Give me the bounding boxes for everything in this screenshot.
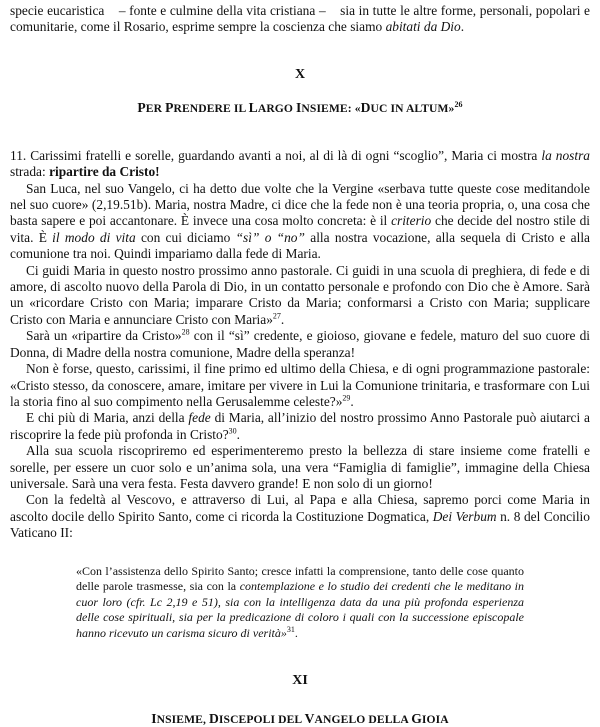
- intro-text-1: specie eucaristica: [10, 3, 105, 18]
- section-title-xi: INSIEME, DISCEPOLI DEL VANGELO DELLA GIOIA: [151, 711, 449, 727]
- footnote-ref-28: 28: [181, 327, 190, 337]
- intro-paragraph: specie eucaristica – fonte e culmine della vita cristiana – sia in tutte le altre forme, personali, popolari e comunitarie, come il Rosario, esprime sempre la coscienza che siamo abitati da Dio.: [10, 3, 590, 35]
- footnote-ref-31: 31: [286, 624, 295, 634]
- chapter-number-x: X: [294, 66, 306, 82]
- paragraph-11: 11. Carissimi fratelli e sorelle, guardando avanti a noi, al di là di ogni “scoglio”, Maria ci mostra la nostra strada: ripartire da Cristo!: [10, 147, 590, 180]
- paragraph-guidi: Ci guidi Maria in questo nostro prossimo anno pastorale. Ci guidi in una scuola di preghiera, di fede e di amore, di ascolto nuovo della Parola di Dio, in un contatto personale e profondo con Dio che è Amore. Sarà un «ricordare Cristo con Maria; imparare Cristo da Maria; conformarsi a Cristo con Maria; supplicare Cristo con Maria e annunciare Cristo con Maria»$^{27}$.: [10, 262, 590, 327]
- paragraph-ripartire: Sarà un «ripartire da Cristo»$^{28}$ con il “sì” credente, e gioioso, giovane e fedele, maturo del suo cuore di Donna, di Madre della nostra comunione, Madre della speranza!: [10, 327, 590, 360]
- footnote-ref-30: 30: [228, 426, 237, 436]
- paragraph-fede: E chi più di Maria, anzi della fede di Maria, all’inizio del nostro prossimo Anno Pastorale può aiutarci a riscoprire la fede più profonda in Cristo?$^{30}$.: [10, 410, 590, 442]
- intro-text-3: sia in tutte le altre forme, personali, popolari e comunitarie, come il Rosario, esprime sempre la coscienza che siamo: [10, 3, 590, 35]
- bold-phrase: ripartire da Cristo!: [49, 164, 160, 180]
- paragraph-luca: San Luca, nel suo Vangelo, ci ha detto due volte che la Vergine «serbava tutte queste cose meditandole nel suo cuore» (2,19.51b). Maria, nostra Madre, ci dice che la fede non è una teoria propria, o, una cosa che basta sapere e poi accantonare. È invece una cosa molto concreta: è il criterio che decide del nostro stile di vita. È il modo di vita con cui diciamo “sì” o “no” alla nostra vocazione, alla sequela di Cristo e alla comunione tra noi. Quindi impariamo dalla fede di Maria.: [10, 180, 590, 262]
- chapter-number-xi: XI: [292, 673, 308, 689]
- paragraph-scuola: Alla sua scuola riscopriremo ed esperimenteremo presto la bellezza di stare insieme come fratelli e sorelle, per essere un cuor solo e un’anima sola, una vera “Famiglia di famiglie”, immagine della Chiesa universale. Sarà una vera festa. Festa davvero grande! E non solo di un giorno!: [10, 443, 590, 491]
- footnote-ref-29: 29: [342, 393, 351, 403]
- section-title-x: PER PRENDERE IL LARGO INSIEME: «DUC IN ALTUM»$^{26}$: [137, 99, 463, 115]
- footnote-ref-26: 26: [454, 99, 463, 109]
- intro-text-2: – fonte e culmine della vita cristiana –: [118, 3, 326, 18]
- block-quote: «Con l’assistenza dello Spirito Santo; cresce infatti la comprensione, tanto delle cose quanto delle parole trasmesse, sia con la contemplazione e lo studio dei credenti che le meditano in cuor loro (cfr. Lc 2,19 e 51), sia con la intelligenza data da una più profonda esperienza delle cose spirituali, sia per la predicazione di coloro i quali con la successione episcopale hanno ricevuto un carisma sicuro di verità»$^{31}$.: [76, 563, 525, 640]
- footnote-ref-27: 27: [272, 311, 281, 321]
- paragraph-fine: Non è forse, questo, carissimi, il fine primo ed ultimo della Chiesa, e di ogni programmazione pastorale: «Cristo stesso, da conoscere, amare, imitare per vivere in Lui la Comunione trinitaria, e trasformare con Lui la storia fino al suo compimento nella Gerusalemme celeste?»$^{29}$.: [10, 361, 590, 409]
- paragraph-fedelta: Con la fedeltà al Vescovo, e attraverso di Lui, al Papa e alla Chiesa, sapremo porci come Maria in ascolto docile dello Spirito Santo, come ci ricorda la Costituzione Dogmatica, Dei Verbum n. 8 del Concilio Vaticano II:: [10, 492, 590, 541]
- intro-italic: abitati da Dio: [385, 19, 461, 35]
